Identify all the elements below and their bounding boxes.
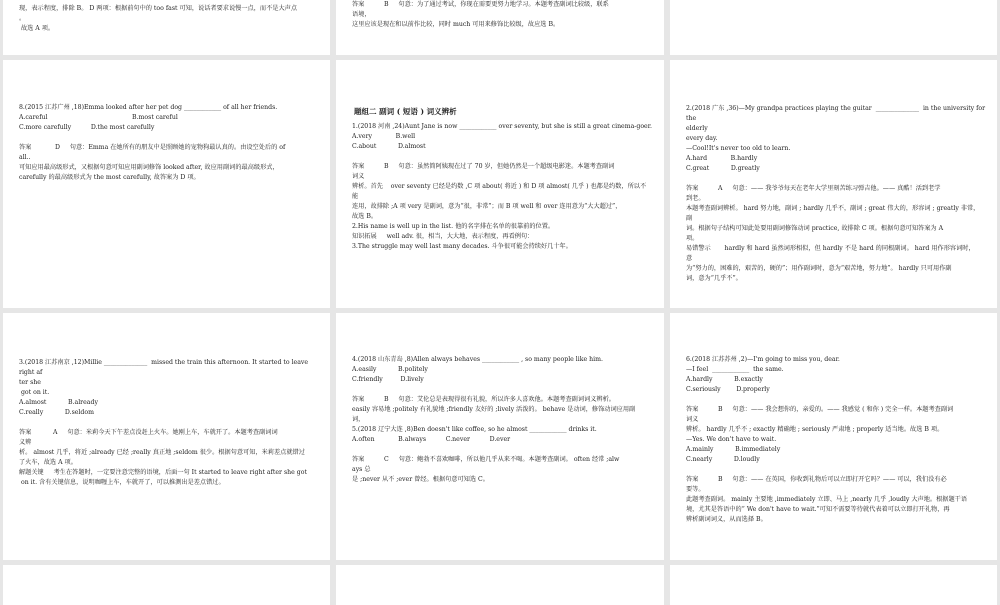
- page-r1-c2: [336, 60, 664, 308]
- page-r2-c2: [336, 313, 664, 560]
- page-r0-c1: [3, 0, 330, 55]
- page-text: 4.(2018 山东青岛 ,8)Allen always behaves ____________ , so many people like him. A.easily B.politely C.friendly D.lively 答案 B 句意：艾伦总是表现得很有礼貌，所以许多人喜欢他。本题考查副词词义辨析。 easily 容易地 ;politely 有礼貌地 ;friendly 友好的 ;lively 活泼的。 behave 是动词，修饰动词应用副 词， 5.(2018 辽宁大连 ,8)Ben doesn't like coffee, so he almost ____________ drinks it. A.often B.always C.never D.ever 答案 C 句意：鲍勃不喜欢咖啡，所以他几乎从来不喝。本题考查副词。 often 经常 ;alw ays 总 是 ;never 从不 ;ever 曾经。根据句意可知选 C。: [352, 356, 636, 483]
- page-text: 1.(2018 河南 ,24)Aunt Jane is now ____________ over seventy, but she is still a great cinema-goer. A.very B.well C.about D.almost 答案 B 句意：虽然简阿姨现在过了 70 岁，但她仍然是一个超级电影迷。本题考查副词 词义 辨析。首先 over seventy 已经是约数 ,C 项 about( 将近 ) 和 D 项 almost( 几乎 ) 也都是约数，所以不 能 连用，故排除 ;A 项 very 是副词，意为“很，非常”；而 B 项 well 和 over 连用意为“大大超过”， 故选 B。 2.His name is well up in the list. 他的名字排在名单的很靠前的位置。 知识拓展 well adv. 很，相当，大大地，表示程度，再看例句： 3.The struggle may well last many decades. 斗争很可能会持续好几十年。: [352, 123, 652, 250]
- page-text: 答案 B 句意：为了通过考试，你现在需要更努力地学习。本题考查副词比较级，联系 语境， 这里应该是现在和以前作比较，同时 much 可用来修饰比较级，故应选 B。: [352, 1, 609, 28]
- page-text: 3.(2018 江苏南京 ,12)Millie ______________ missed the train this afternoon. It started to leave right af ter she got on it. A.almost B.already C.really D.seldom 答案 A 句意：米莉今天下午差点没赶上火车。她刚上车，车就开了。本题考查副词词 义辨 析。 almost 几乎，将近 ;already 已经 ;really 真正地 ;seldom 很少。根据句意可知，米莉差点就错过 了火车，故选 A 项。 解题关键 考生在答题时，一定要注意完整的语境，后面一句 It started to leave right after she got on it. 含有关键信息，说明咖喱上车，车就开了，可以推测出是差点错过。: [19, 359, 309, 486]
- page-r2-c3: [670, 313, 997, 560]
- page-r1-c3: [670, 60, 997, 308]
- page-r0-c3: [670, 0, 997, 55]
- page-r0-c2: [336, 0, 664, 55]
- page-r3-c1: [3, 565, 330, 605]
- page-r3-c3: [670, 565, 997, 605]
- section-heading: 题组二 副词 ( 短语 ) 词义辨析: [354, 107, 457, 116]
- page-text: 8.(2015 江苏广州 ,18)Emma looked after her pet dog ____________ of all her friends. A.careful B.most careful C.more carefully D.the most carefully 答案 D 句意：Emma 在她所有的朋友中是照顾她的宠物狗最认真的。由设空处后的 of all.. 可知应用最高级形式，又根据句意可知应用副词修饰 looked after, 故应用副词的最高级形式， carefully 的最高级形式为 the most carefully, 故答案为 D 项。: [19, 104, 286, 181]
- page-r1-c1: [3, 60, 330, 308]
- page-text: 6.(2018 江苏苏州 ,2)—I'm going to miss you, dear. —I feel ____________ the same. A.hardly B.exactly C.seriously D.properly 答案 B 句意：—— 我会想你的，亲爱的。—— 我感觉 ( 和你 ) 完全一样。本题考查副词 词义 辨析。 hardly 几乎不 ; exactly 精确地 ; seriously 严肃地 ; properly 适当地。故选 B 项。 —Yes. We don't have to wait. A.mainly B.immediately C.nearly D.loudly 答案 B 句意：—— 在英国，你收到礼物后可以立即打开它吗？—— 可以，我们没有必 要等。 此题考查副词。 mainly 主要地 ,immediately 立即、马上 ,nearly 几乎 ,loudly 大声地。根据题干语 境，尤其是答语中的“ We don't have to wait.”可知不需要等待就代表着可以立即打开礼物，再 辨析副词词义，从而选择 B。: [686, 356, 968, 523]
- page-text: 现，表示程度，排除 B。 D 两项：根据前句中的 too fast 可知，说话者要求说慢一点，而不是大声点 。 故选 A 项。: [19, 5, 298, 32]
- page-r3-c2: [336, 565, 664, 605]
- page-r2-c1: [3, 313, 330, 560]
- page-text: 2.(2018 广东 ,36)—My grandpa practices playing the guitar ______________ in the university for the elderly every day. —Cool!It's never too old to learn. A.hard B.hardly C.great D.greatly 答案 A 句意：—— 我爷爷每天在老年大学里刻苦练习弹吉他。—— 真酷！活到老学 到老。 本题考查副词辨析。 hard 努力地，副词 ; hardly 几乎不，副词 ; great 伟大的，形容词 ; greatly 非常， 副 词。根据句子结构可知此处要用副词修饰动词 practice, 故排除 C 项。根据句意可知答案为 A 项。 易错警示 hardly 和 hard 虽然词形相似，但 hardly 不是 hard 的同根副词。 hard 用作形容词时， 意 为“努力的，困难的，艰苦的，硬的”；用作副词时，意为“艰苦地，努力地”。 hardly 只可用作副 词，意为“几乎不”。: [686, 105, 986, 282]
